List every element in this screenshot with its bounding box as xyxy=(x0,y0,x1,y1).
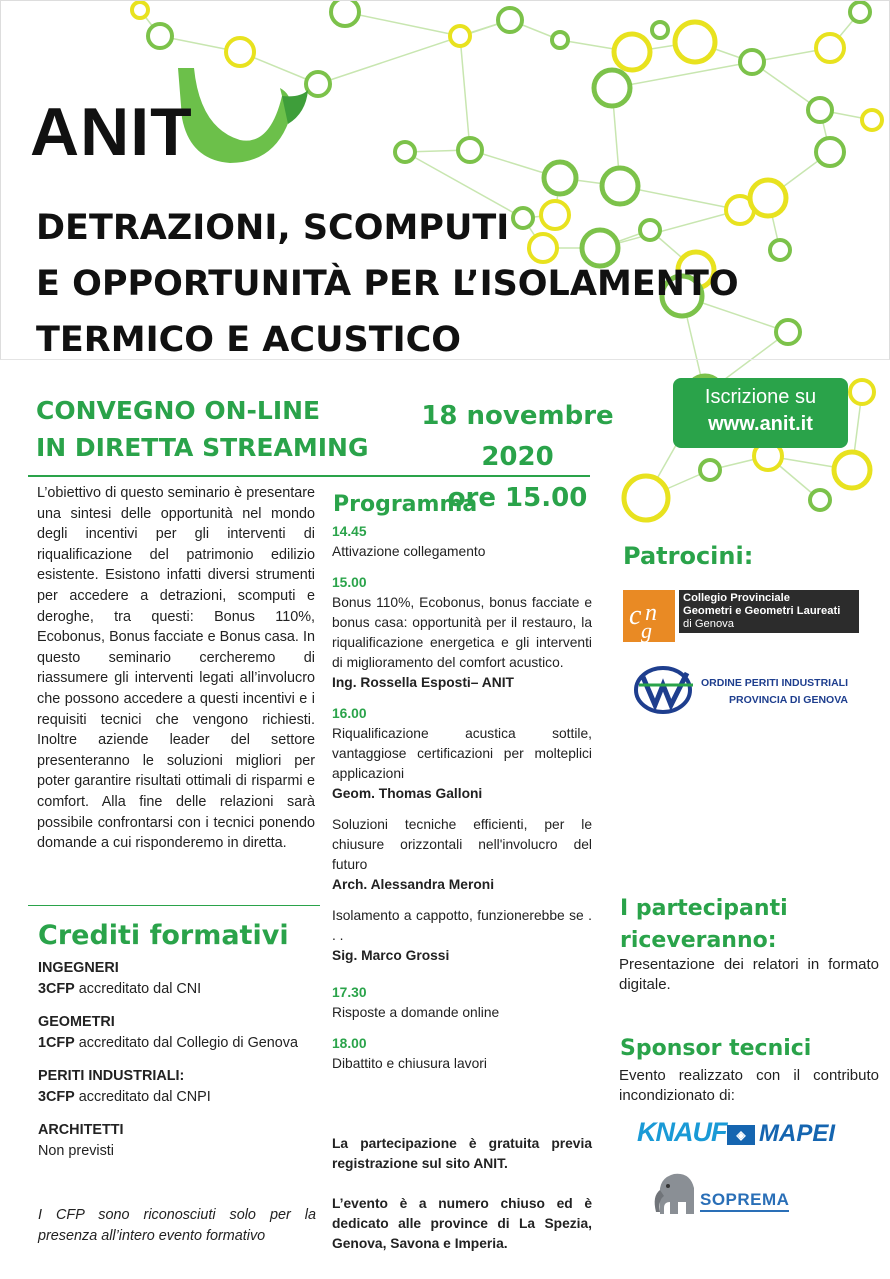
ordine-periti-name: ORDINE PERITI INDUSTRIALI PROVINCIA DI GENOVA xyxy=(701,677,849,706)
program-list xyxy=(332,522,592,1085)
network-node xyxy=(331,0,359,26)
program-item xyxy=(332,983,592,1023)
network-node xyxy=(148,24,172,48)
anit-logo xyxy=(30,68,290,168)
event-time: ore 15.00 xyxy=(447,483,588,513)
credits-title: Crediti formativi xyxy=(38,920,289,951)
collegio-name: Collegio Provinciale Geometri e Geometri Laureati di Genova xyxy=(679,590,859,633)
network-link xyxy=(318,20,510,84)
network-node xyxy=(700,460,720,480)
registration-link[interactable]: www.anit.it xyxy=(708,413,813,435)
program-desc: Attivazione collegamento xyxy=(332,544,486,559)
logo-text: ANIT xyxy=(30,94,193,170)
collegio-geometri-logo xyxy=(623,590,863,642)
program-speaker: Arch. Alessandra Meroni xyxy=(332,877,495,892)
program-time: 16.00 xyxy=(332,706,367,721)
limited-event-note: L’evento è a numero chiuso ed è dedicato alle province di La Spezia, Genova, Savona e Imperia. xyxy=(332,1196,592,1251)
credit-item xyxy=(38,958,316,1000)
participants-title: I partecipanti riceveranno: xyxy=(620,896,788,953)
network-node xyxy=(850,380,874,404)
program-item xyxy=(332,815,592,895)
svg-text:n: n xyxy=(645,600,657,626)
program-time: 17.30 xyxy=(332,985,367,1000)
program-desc: Riqualificazione acustica sottile, vantaggiose certificazioni per molteplici applicazioni xyxy=(332,726,592,781)
program-time: 14.45 xyxy=(332,524,367,539)
registration-button[interactable] xyxy=(673,378,848,448)
credit-category: ARCHITETTI xyxy=(38,1122,124,1138)
title-line: TERMICO E ACUSTICO xyxy=(36,320,462,360)
program-item xyxy=(332,704,592,804)
program-desc: Dibattito e chiusura lavori xyxy=(332,1056,487,1071)
ordine-periti-mark-icon xyxy=(633,665,697,715)
network-node xyxy=(552,32,568,48)
network-node xyxy=(816,138,844,166)
mapei-mark-icon: ◈ xyxy=(727,1125,755,1145)
credits-list xyxy=(38,958,316,1174)
program-item xyxy=(332,522,592,562)
divider xyxy=(28,475,590,477)
credit-item xyxy=(38,1066,316,1108)
program-time: 15.00 xyxy=(332,575,367,590)
credit-item xyxy=(38,1120,316,1162)
participation-note: La partecipazione è gratuita previa registrazione sul sito ANIT. xyxy=(332,1136,592,1171)
network-node xyxy=(614,34,650,70)
soprema-logo xyxy=(652,1168,802,1218)
network-node xyxy=(675,22,715,62)
network-link xyxy=(460,36,470,150)
credit-desc: 3CFP accreditato dal CNPI xyxy=(38,1089,211,1105)
credit-category: INGEGNERI xyxy=(38,960,119,976)
program-desc: Bonus 110%, Ecobonus, bonus facciate e bonus casa: opportunità per il restauro, la riqualificazione energetica e gli interventi di miglioramento del comfort acustico. xyxy=(332,595,592,670)
program-title: Programma xyxy=(333,492,478,517)
event-type-line: IN DIRETTA STREAMING xyxy=(36,433,369,462)
participants-text: Presentazione dei relatori in formato digitale. xyxy=(619,956,879,993)
soprema-name: SOPREMA xyxy=(700,1190,789,1212)
network-node xyxy=(132,2,148,18)
credit-desc: Non previsti xyxy=(38,1143,114,1159)
program-footer xyxy=(332,1134,592,1274)
network-node xyxy=(776,320,800,344)
network-node xyxy=(850,2,870,22)
program-speaker: Sig. Marco Grossi xyxy=(332,948,450,963)
network-node xyxy=(810,490,830,510)
network-node xyxy=(816,34,844,62)
elephant-icon xyxy=(652,1168,698,1218)
network-node xyxy=(740,50,764,74)
page-title xyxy=(36,200,739,368)
mapei-logo: ◈ MAPEI xyxy=(727,1120,835,1148)
network-node xyxy=(808,98,832,122)
network-node xyxy=(652,22,668,38)
program-speaker: Ing. Rossella Esposti– ANIT xyxy=(332,675,514,690)
program-desc: Soluzioni tecniche efficienti, per le chiusure orizzontali nell'involucro del futuro xyxy=(332,817,592,872)
collegio-mark-icon xyxy=(623,590,675,642)
network-node xyxy=(395,142,415,162)
program-time: 18.00 xyxy=(332,1036,367,1051)
network-node xyxy=(594,70,630,106)
svg-text:g: g xyxy=(641,618,652,642)
network-node xyxy=(770,240,790,260)
network-node xyxy=(834,452,870,488)
network-node xyxy=(862,110,882,130)
program-item xyxy=(332,1034,592,1074)
title-line: DETRAZIONI, SCOMPUTI xyxy=(36,208,510,248)
credit-desc: 3CFP accreditato dal CNI xyxy=(38,981,202,997)
knauf-logo: KNAUF xyxy=(637,1117,727,1147)
credit-category: GEOMETRI xyxy=(38,1014,115,1030)
network-node xyxy=(450,26,470,46)
credit-item xyxy=(38,1012,316,1054)
program-desc: Risposte a domande online xyxy=(332,1005,500,1020)
credit-desc: 1CFP accreditato dal Collegio di Genova xyxy=(38,1035,298,1051)
program-desc: Isolamento a cappotto, funzionerebbe se . . . xyxy=(332,908,592,943)
event-type-line: CONVEGNO ON-LINE xyxy=(36,396,321,425)
svg-text:c: c xyxy=(629,600,642,631)
event-date: 18 novembre 2020 xyxy=(421,401,614,472)
network-node xyxy=(498,8,522,32)
divider xyxy=(28,905,320,906)
program-item xyxy=(332,906,592,966)
patrocini-title: Patrocini: xyxy=(623,542,754,570)
network-node xyxy=(602,168,638,204)
program-item xyxy=(332,573,592,693)
program-speaker: Geom. Thomas Galloni xyxy=(332,786,483,801)
intro-text: L’obiettivo di questo seminario è presentare una sintesi delle opportunità nel mondo degli incentivi per gli interventi di riqualificazione del patrimonio edilizio esistente. Esistono infatti diversi strumenti per accedere a detrazioni, scomputi e deroghe, tra questi: Bonus 110%, Ecobonus, Bonus facciate e Bonus casa. In questo seminario cercheremo di riassumere gli interventi legati all’involucro che possono accedere a questi incentivi e i requisiti tecnici che vengono richiesti. Inoltre aziende leader del settore presenteranno le soluzioni migliori per poter garantire risultati ottimali di risparmi e comfort. Alla fine delle relazioni sarà possibile confrontarsi con i tecnici ponendo domande a cui risponderemo in diretta. xyxy=(37,485,315,852)
network-node xyxy=(226,38,254,66)
network-node xyxy=(544,162,576,194)
network-node xyxy=(458,138,482,162)
registration-label: Iscrizione su xyxy=(704,386,817,408)
credit-category: PERITI INDUSTRIALI: xyxy=(38,1068,185,1084)
network-link xyxy=(345,12,460,36)
ordine-periti-logo xyxy=(633,665,863,715)
credits-note: I CFP sono riconosciuti solo per la presenza all’intero evento formativo xyxy=(38,1207,316,1244)
title-line: E OPPORTUNITÀ PER L’ISOLAMENTO xyxy=(36,264,739,304)
sponsor-text: Evento realizzato con il contributo incondizionato di: xyxy=(619,1067,879,1104)
event-type xyxy=(36,392,368,466)
sponsor-title: Sponsor tecnici xyxy=(620,1036,812,1061)
network-node xyxy=(750,180,786,216)
